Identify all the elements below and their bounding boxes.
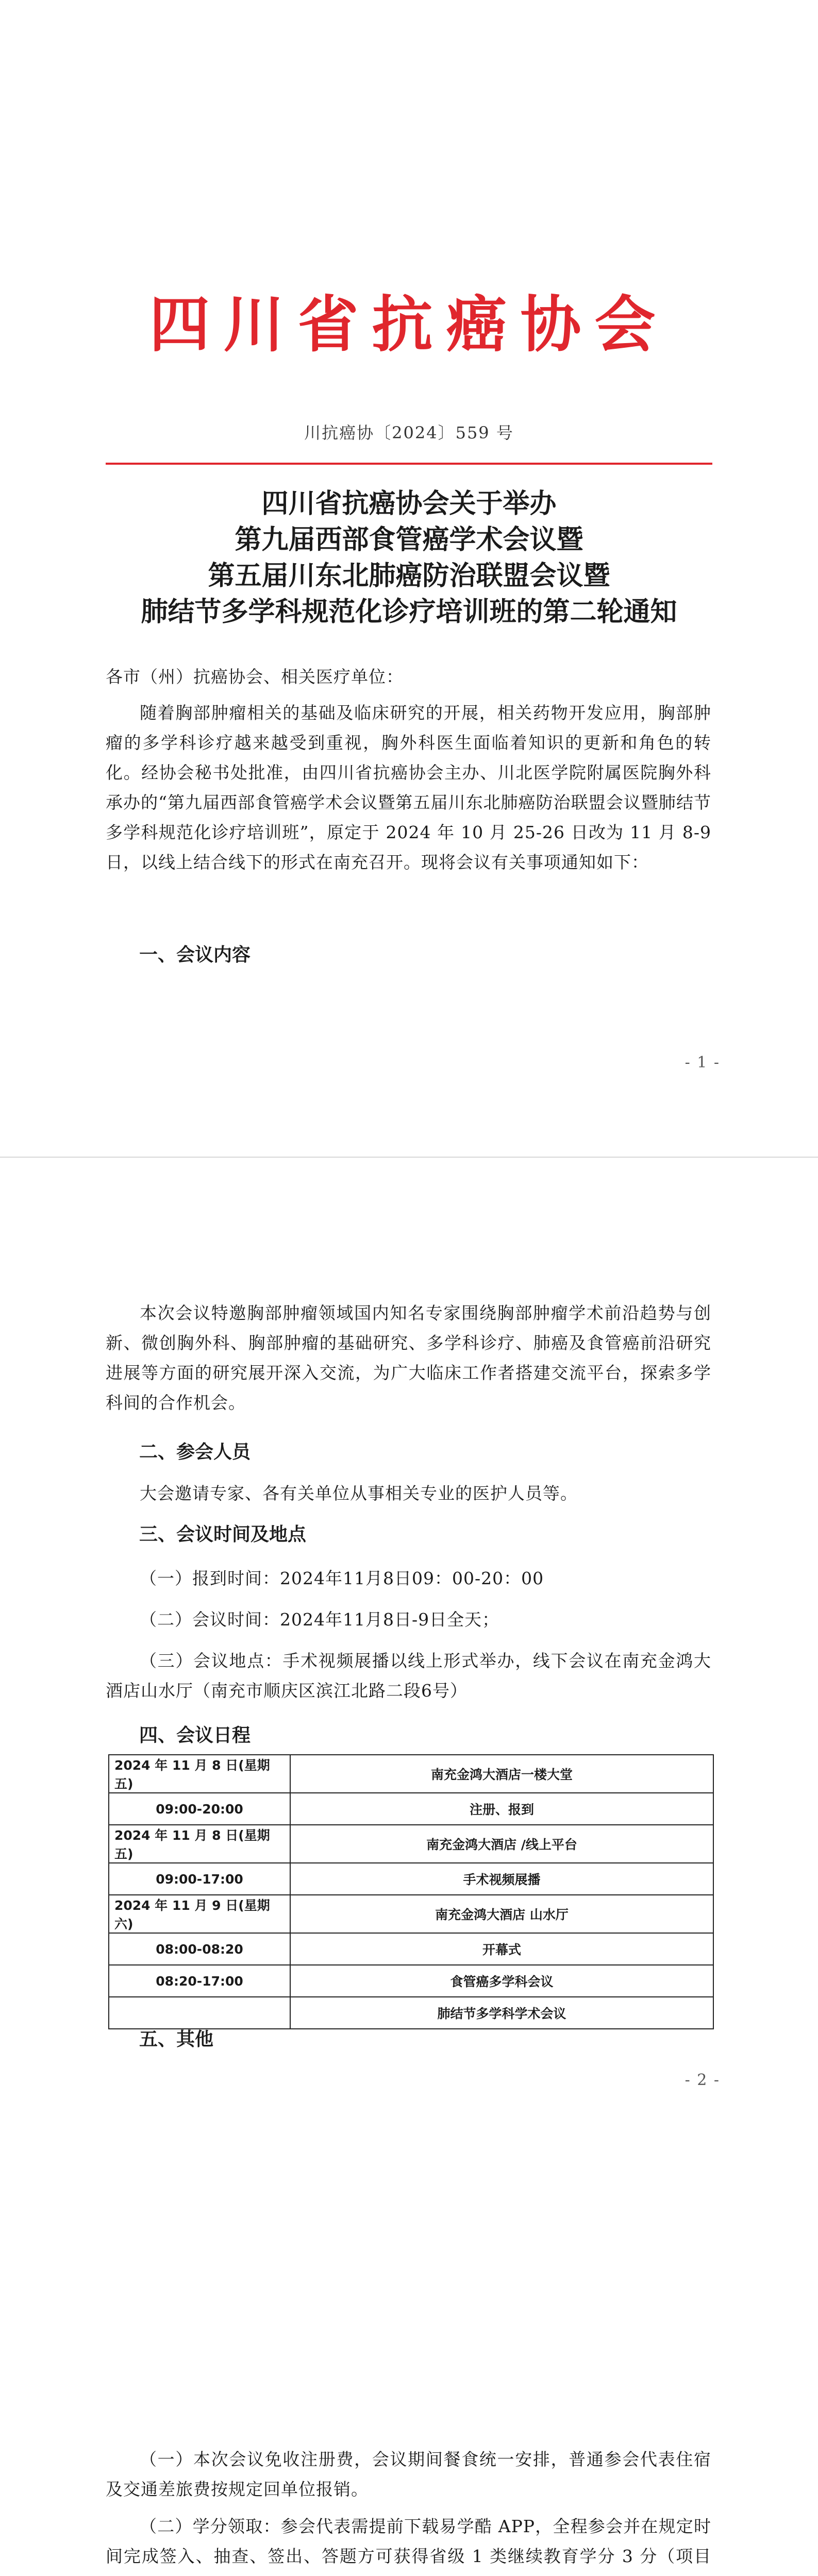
schedule-content-cell: 开幕式 — [290, 1933, 713, 1965]
schedule-table-body — [109, 1755, 713, 2029]
doc-title-line-2: 第九届西部食管癌学术会议暨 — [235, 524, 583, 555]
schedule-row — [109, 1863, 713, 1895]
section-heading-content: 一、会议内容 — [139, 944, 251, 965]
section-heading-attendees: 二、参会人员 — [139, 1442, 251, 1463]
letterhead-red-rule — [106, 463, 712, 465]
schedule-time-cell: 08:00-08:20 — [109, 1933, 290, 1965]
schedule-row — [109, 1997, 713, 2029]
schedule-content-cell: 注册、报到 — [290, 1793, 713, 1825]
registration-time: （一）报到时间：2024年11月8日09：00-20：00 — [140, 1568, 544, 1588]
schedule-row — [109, 1793, 713, 1825]
schedule-row — [109, 1965, 713, 1997]
other-paragraph-credits: （二）学分领取：参会代表需提前下载易学酷 APP，全程参会并在规定时间完成签入、抽查、签出、答题方可获得省级 1 类继续教育学分 3 分（项目 — [106, 2516, 711, 2566]
schedule-content-cell: 南充金鸿大酒店 山水厅 — [290, 1895, 713, 1933]
section-heading-other: 五、其他 — [139, 2029, 214, 2050]
intro-paragraph: 随着胸部肿瘤相关的基础及临床研究的开展，相关药物开发应用，胸部肿瘤的多学科诊疗越来越受到重视，胸外科医生面临着知识的更新和角色的转化。经协会秘书处批准，由四川省抗癌协会主办、川北医学院附属医院胸外科承办的“第九届西部食管癌学术会议暨第五届川东北肺癌防治联盟会议暨肺结节多学科规范化诊疗培训班”，原定于 2024 年 10 月 25-26 日改为 11 月 8-9 日，以线上结合线下的形式在南充召开。现将会议有关事项通知如下： — [106, 703, 711, 872]
schedule-row — [109, 1825, 713, 1863]
attendees-paragraph: 大会邀请专家、各有关单位从事相关专业的医护人员等。 — [140, 1483, 578, 1503]
other-paragraph-fees: （一）本次会议免收注册费，会议期间餐食统一安排，普通参会代表住宿及交通差旅费按规定回单位报销。 — [106, 2449, 711, 2499]
addressee: 各市（州）抗癌协会、相关医疗单位： — [106, 667, 404, 687]
schedule-table — [108, 1754, 714, 2029]
schedule-time-cell: 09:00-20:00 — [109, 1793, 290, 1825]
schedule-content-cell: 手术视频展播 — [290, 1863, 713, 1895]
schedule-content-cell: 南充金鸿大酒店一楼大堂 — [290, 1755, 713, 1793]
meeting-time: （二）会议时间：2024年11月8日-9日全天； — [140, 1609, 500, 1630]
schedule-row — [109, 1755, 713, 1793]
doc-title-line-1: 四川省抗癌协会关于举办 — [261, 488, 557, 519]
schedule-row — [109, 1933, 713, 1965]
doc-title-line-3: 第五届川东北肺癌防治联盟会议暨 — [208, 560, 610, 591]
schedule-content-cell: 南充金鸿大酒店 /线上平台 — [290, 1825, 713, 1863]
schedule-content-cell: 食管癌多学科会议 — [290, 1965, 713, 1997]
schedule-time-cell: 08:20-17:00 — [109, 1965, 290, 1997]
schedule-time-cell — [109, 1997, 290, 2029]
schedule-time-cell: 2024 年 11 月 8 日(星期五) — [109, 1755, 290, 1793]
page-number: - 1 - — [685, 1054, 720, 1072]
page-separator — [0, 1157, 818, 1158]
content-paragraph: 本次会议特邀胸部肿瘤领域国内知名专家围绕胸部肿瘤学术前沿趋势与创新、微创胸外科、胸部肿瘤的基础研究、多学科诊疗、肺癌及食管癌前沿研究进展等方面的研究展开深入交流，为广大临床工作者搭建交流平台，探索多学科间的合作机会。 — [106, 1303, 711, 1413]
schedule-row — [109, 1895, 713, 1933]
org-letterhead-title: 四川省抗癌协会 — [149, 289, 669, 360]
document-number: 川抗癌协〔2024〕559 号 — [304, 423, 514, 443]
schedule-time-cell: 2024 年 11 月 8 日(星期五) — [109, 1825, 290, 1863]
doc-title-line-4: 肺结节多学科规范化诊疗培训班的第二轮通知 — [141, 596, 677, 628]
section-heading-time-place: 三、会议时间及地点 — [139, 1524, 307, 1545]
schedule-time-cell: 2024 年 11 月 9 日(星期六) — [109, 1895, 290, 1933]
section-heading-schedule: 四、会议日程 — [139, 1725, 251, 1746]
meeting-location: （三）会议地点：手术视频展播以线上形式举办，线下会议在南充金鸿大酒店山水厅（南充市顺庆区滨江北路二段6号） — [106, 1651, 711, 1701]
schedule-time-cell: 09:00-17:00 — [109, 1863, 290, 1895]
page-number: - 2 - — [685, 2071, 720, 2089]
schedule-content-cell: 肺结节多学科学术会议 — [290, 1997, 713, 2029]
